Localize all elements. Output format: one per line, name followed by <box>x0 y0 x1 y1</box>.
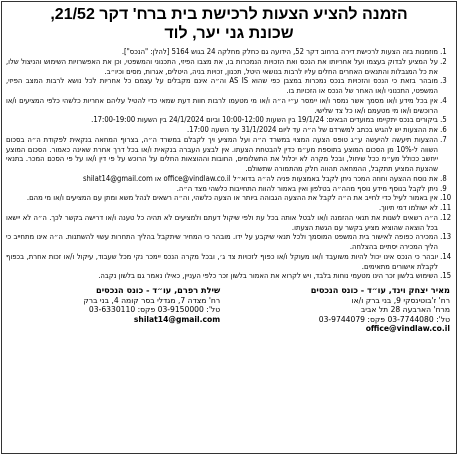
clause: 13. המכירה כפופה לאישור בית המשפט המוסמך ולכל תנאי שיקבע על ידו. מובהר כי המחיר שיתקבל בהליך התחרות עשוי להשתנות. ה״ה אינו מתחייב כי הליך המכירה יסתיים בהצלחה. <box>6 232 438 252</box>
clause: 11. לא ישולמו דמי תיווך. <box>6 203 438 213</box>
clause: 2. על המציע לבדוק בעצמו ועל אחריותו את הנכס ואת הזכויות הנמכרות בו, את מצבו הפיזי, התכנוני והמשפטי, וכן את האפשרויות השימוש והניצול שלו, את כל המגבלות והתנאים האחרים החלים עליו לרבות בנושאי היטל, תכנון, זכויות בניה, היטלים, אגרות, מסים וכיו״ב. <box>6 57 438 77</box>
clause: 3. מובהר בזאת כי הנכס והזכויות בנכס נמכרות במצבן כפי שהוא AS IS וה״ה אינם מקבלים על עצמם כל אחריות לכל נושא לרבות המצב הפיזי, המשפטי, התכנוני ו/או האחר של הנכס או הזכויות בו. <box>6 76 438 96</box>
clause-list <box>6 47 452 281</box>
phone-line: טל': 03-9150000 פקס: 03-6330110 <box>88 305 221 314</box>
address-line: מרח' הארבעה 28 תל אביב <box>360 305 450 314</box>
clause: 7. ההצעות תיעשה להיעשה ע״ג טופס הצעה המצוי במשרד ה״ה ועל המציע ויך לקבלם במשרד ה״ה, בצרוף המחאה בנקאית לפקודת ה״ה בסכום השווה ל-10% מן הסכום המוצע בתוספת מע״מ כדין להבטחת הצעתו. אין לבצע העברה בנקאית ו/או בכל דרך אחרת שאינה כאמור. הסכום המוצע ייחשב ככולל מע״מ ככל שיחול, ובכל מקרה לא יכלול את התשלומים, החובות וההוצאות החלים על הרוכש על פי דין ו/או על פי הסכם המכר. בתנאי שהצעת המציע תתקבל, ההמחאה תהווה חלק מהתמורה שתשולם. <box>6 135 438 174</box>
clause: 15. השימוש בלשון זכר הינו מטעמי נוחות בלבד, ויש לקרוא את האמור בלשון זכר כלפי העניין, כאילו נאמר גם בלשון נקבה. <box>6 271 438 281</box>
clause: 9. ניתן לקבל בנוסף מידע נוסף מהה״ה בטלפון ואין באמור להוות התחייבות כלשהי מצד ה״ה. <box>6 184 438 194</box>
clause: 6. את ההצעות יש להגיש בכתב למשרדם של ה״ה עד ליום 31/1/2024 עד השעה 17:00. <box>6 125 438 135</box>
phone-line: טל': 03-7744080 פקס: 03-9744079 <box>318 314 450 324</box>
clause: 14. יובהר כי הנכס אינו יכול להיות משועבד ו/או מעוקל ו/או כפוף לזכויות צד ג׳, ובכל מקרה הנכס יימכר נקי מכל שעבוד, עיקול ו/או זכות אחרת, בכפוף לקבלת אישורים מתאימים. <box>6 252 438 272</box>
signature-left <box>8 286 220 334</box>
address-line: רח' מצדה 7, מגדלי בסר קומה 4, בני ברק <box>83 295 221 305</box>
clause: 8. את נוסח ההצעה וחוזה המכר ניתן לקבל באמצעות פניה לה״ה בדוא״ל office@vindlaw.co.il או shilat14@gmail.com <box>6 174 438 184</box>
email-link[interactable]: shilat14@gmail.com <box>133 314 221 324</box>
clause: 5. ביקורים בנכס יתקיימו במועדים הבאים: 19/1/24 בין השעות 10:00-12:00 וביום 24/1/2024 בין השעות 17:00-19:00. <box>6 115 438 125</box>
notice-subtitle: שכונת גני יער, לוד <box>164 25 294 42</box>
notice <box>1 1 457 454</box>
signature-right <box>238 286 450 334</box>
clause: 1. מוזמנות בזה הצעות לרכישת דירה ברחוב דקר 52, הידועה גם כחלק מחלקה 24 בגוש 5164 [להלן: "הנכס"]. <box>6 47 438 57</box>
signatory-name: מאיר יצחק וינד, עו״ד - כונס הנכסים <box>310 285 450 295</box>
address-line: רח' ז'בוטינסקי 9, בני ברק ו/או <box>351 295 450 305</box>
clause: 12. ה״ה רשאים לשנות את תנאי ההזמנה ו/או לבטל אותה בכל עת ולפי שיקול דעתם ולמציעים לא תהיה כל טענה ו/או דרישה בקשר לכך. ה״ה לא יישאו בכל הוצאה שהוציא מציע בקשר עם הגשת הצעתו. <box>6 213 438 233</box>
email-link[interactable]: office@vindlaw.co.il <box>365 324 450 333</box>
notice-title: הזמנה להציע הצעות לרכישת בית ברח' דקר 21/52, <box>50 6 408 23</box>
signatory-name: שילת רפרם, עו״ד - כונס הנכסים <box>96 285 221 295</box>
clause: 4. אין בכל מידע ו/או מסמך אשר נמסר ו/או יימסר ע״י ה״ה ו/או מי מטעמו לרבות חוות דעת שמאי כדי להטיל עליהם אחריות כלשהי כלפי המציעים ו/או הרוכשים ו/או מי מטעמם ו/או כל צד שלישי. <box>6 96 438 116</box>
signature-block <box>6 286 452 334</box>
clause: 10. אין באמור לעיל כדי לחייב את ה״ה לקבל את ההצעה הגבוהה ביותר או הצעה כלשהי, וה״ה רשאים לנהל משא ומתן עם המציעים ו/או מי מהם. <box>6 193 438 203</box>
